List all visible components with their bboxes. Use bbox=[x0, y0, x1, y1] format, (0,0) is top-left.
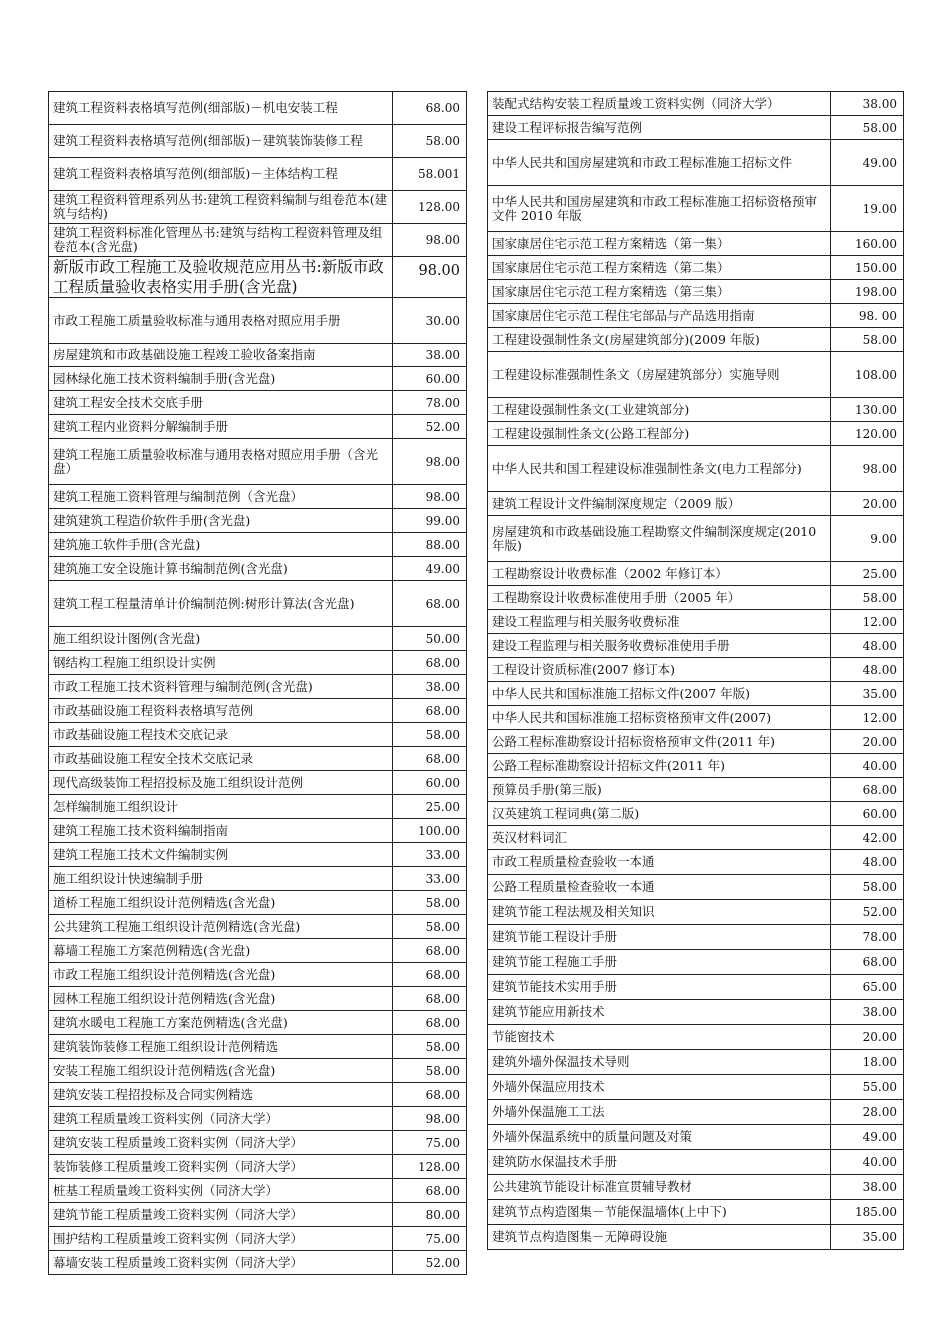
book-row bbox=[49, 1179, 467, 1203]
book-row bbox=[49, 191, 467, 224]
book-row bbox=[488, 492, 904, 516]
book-price: 98. 00 bbox=[831, 304, 904, 328]
book-row bbox=[488, 826, 904, 850]
book-title: 围护结构工程质量竣工资料实例（同济大学） bbox=[49, 1227, 393, 1251]
book-row bbox=[488, 232, 904, 256]
book-row bbox=[49, 257, 467, 298]
book-price: 68.00 bbox=[831, 778, 904, 802]
book-title: 建筑建筑工程造价软件手册(含光盘) bbox=[49, 509, 393, 533]
book-title: 工程勘察设计收费标准使用手册（2005 年） bbox=[488, 586, 831, 610]
book-row bbox=[49, 533, 467, 557]
book-title: 外墙外保温系统中的质量问题及对策 bbox=[488, 1125, 831, 1150]
book-row bbox=[488, 446, 904, 492]
book-price: 100.00 bbox=[393, 819, 467, 843]
book-row bbox=[488, 730, 904, 754]
book-title: 建筑工程安全技术交底手册 bbox=[49, 391, 393, 415]
book-title: 建筑工程施工技术文件编制实例 bbox=[49, 843, 393, 867]
book-price: 33.00 bbox=[393, 843, 467, 867]
book-row bbox=[49, 1227, 467, 1251]
book-row bbox=[49, 92, 467, 125]
book-title: 建筑节能应用新技术 bbox=[488, 1000, 831, 1025]
book-price: 68.00 bbox=[393, 939, 467, 963]
book-title: 中华人民共和国房屋建筑和市政工程标准施工招标资格预审文件 2010 年版 bbox=[488, 186, 831, 232]
book-title: 建筑防水保温技术手册 bbox=[488, 1150, 831, 1175]
book-title: 建筑节能工程设计手册 bbox=[488, 925, 831, 950]
book-row bbox=[488, 398, 904, 422]
book-row bbox=[488, 850, 904, 875]
book-price: 68.00 bbox=[393, 699, 467, 723]
book-title: 工程建设强制性条文(公路工程部分) bbox=[488, 422, 831, 446]
book-row bbox=[49, 1131, 467, 1155]
book-price: 78.00 bbox=[831, 925, 904, 950]
book-row bbox=[488, 1100, 904, 1125]
book-price: 160.00 bbox=[831, 232, 904, 256]
book-price: 38.00 bbox=[393, 344, 467, 367]
book-row bbox=[49, 723, 467, 747]
book-title: 园林工程施工组织设计范例精选(含光盘) bbox=[49, 987, 393, 1011]
book-price: 58.00 bbox=[831, 116, 904, 140]
book-price: 58.00 bbox=[393, 915, 467, 939]
book-row bbox=[488, 754, 904, 778]
book-price: 12.00 bbox=[831, 706, 904, 730]
book-price: 38.00 bbox=[831, 1175, 904, 1200]
book-title: 公路工程标准勘察设计招标文件(2011 年) bbox=[488, 754, 831, 778]
book-row bbox=[49, 344, 467, 367]
book-row bbox=[49, 1011, 467, 1035]
book-price: 28.00 bbox=[831, 1100, 904, 1125]
book-row bbox=[49, 1083, 467, 1107]
book-price: 20.00 bbox=[831, 1025, 904, 1050]
book-title: 市政基础设施工程资料表格填写范例 bbox=[49, 699, 393, 723]
book-title: 国家康居住宅示范工程方案精选（第一集） bbox=[488, 232, 831, 256]
book-title: 工程勘察设计收费标准（2002 年修订本） bbox=[488, 562, 831, 586]
book-row bbox=[49, 627, 467, 651]
book-price: 75.00 bbox=[393, 1227, 467, 1251]
book-price: 58.00 bbox=[831, 328, 904, 352]
book-title: 建筑工程资料管理系列丛书:建筑工程资料编制与组卷范本(建筑与结构) bbox=[49, 191, 393, 224]
book-title: 预算员手册(第三版) bbox=[488, 778, 831, 802]
book-row bbox=[49, 939, 467, 963]
book-row bbox=[488, 352, 904, 398]
book-price: 68.00 bbox=[393, 581, 467, 627]
book-title: 建筑水暖电工程施工方案范例精选(含光盘) bbox=[49, 1011, 393, 1035]
book-row bbox=[488, 778, 904, 802]
book-row bbox=[488, 975, 904, 1000]
book-price: 9.00 bbox=[831, 516, 904, 562]
book-row bbox=[488, 950, 904, 975]
book-row bbox=[488, 116, 904, 140]
book-price: 50.00 bbox=[393, 627, 467, 651]
book-title: 建筑工程内业资料分解编制手册 bbox=[49, 415, 393, 439]
book-row bbox=[49, 819, 467, 843]
book-title: 建筑工程资料表格填写范例(细部版)－主体结构工程 bbox=[49, 158, 393, 191]
book-price: 58.00 bbox=[393, 125, 467, 158]
book-row bbox=[488, 304, 904, 328]
book-price: 128.00 bbox=[393, 191, 467, 224]
book-title: 市政工程质量检查验收一本通 bbox=[488, 850, 831, 875]
book-price: 68.00 bbox=[393, 1179, 467, 1203]
book-row bbox=[488, 706, 904, 730]
book-row bbox=[49, 391, 467, 415]
book-title: 建筑工程质量竣工资料实例（同济大学） bbox=[49, 1107, 393, 1131]
book-row bbox=[488, 422, 904, 446]
book-price: 49.00 bbox=[831, 140, 904, 186]
book-price: 40.00 bbox=[831, 1150, 904, 1175]
book-title: 建筑工程设计文件编制深度规定（2009 版） bbox=[488, 492, 831, 516]
book-price: 55.00 bbox=[831, 1075, 904, 1100]
book-row bbox=[488, 1025, 904, 1050]
book-title: 建设工程监理与相关服务收费标准使用手册 bbox=[488, 634, 831, 658]
book-row bbox=[49, 795, 467, 819]
book-row bbox=[49, 843, 467, 867]
book-row bbox=[49, 987, 467, 1011]
book-title: 施工组织设计快速编制手册 bbox=[49, 867, 393, 891]
book-row bbox=[488, 682, 904, 706]
book-title: 外墙外保温应用技术 bbox=[488, 1075, 831, 1100]
book-title: 建筑工程施工技术资料编制指南 bbox=[49, 819, 393, 843]
book-row bbox=[49, 699, 467, 723]
book-row bbox=[49, 963, 467, 987]
book-price: 19.00 bbox=[831, 186, 904, 232]
book-price: 150.00 bbox=[831, 256, 904, 280]
book-title: 工程建设强制性条文(工业建筑部分) bbox=[488, 398, 831, 422]
book-title: 国家康居住宅示范工程方案精选（第三集） bbox=[488, 280, 831, 304]
book-price: 30.00 bbox=[393, 298, 467, 344]
book-row bbox=[49, 1035, 467, 1059]
book-price: 58.00 bbox=[393, 1035, 467, 1059]
book-row bbox=[49, 1107, 467, 1131]
book-row bbox=[488, 140, 904, 186]
book-title: 英汉材料词汇 bbox=[488, 826, 831, 850]
right-book-price-table bbox=[487, 91, 904, 1250]
book-title: 桩基工程质量竣工资料实例（同济大学） bbox=[49, 1179, 393, 1203]
book-title: 市政基础设施工程技术交底记录 bbox=[49, 723, 393, 747]
book-row bbox=[488, 875, 904, 900]
book-title: 国家康居住宅示范工程方案精选（第二集） bbox=[488, 256, 831, 280]
book-price: 128.00 bbox=[393, 1155, 467, 1179]
book-row bbox=[49, 509, 467, 533]
book-title: 现代高级装饰工程招投标及施工组织设计范例 bbox=[49, 771, 393, 795]
book-price: 35.00 bbox=[831, 682, 904, 706]
book-row bbox=[488, 1000, 904, 1025]
book-price: 98.00 bbox=[393, 485, 467, 509]
book-row bbox=[49, 915, 467, 939]
left-book-price-table bbox=[48, 91, 467, 1275]
book-title: 公路工程标准勘察设计招标资格预审文件(2011 年) bbox=[488, 730, 831, 754]
book-title: 工程建设强制性条文(房屋建筑部分)(2009 年版) bbox=[488, 328, 831, 352]
book-title: 建筑工程施工资料管理与编制范例（含光盘） bbox=[49, 485, 393, 509]
book-price: 68.00 bbox=[393, 1011, 467, 1035]
book-price: 49.00 bbox=[393, 557, 467, 581]
book-row bbox=[488, 1175, 904, 1200]
book-row bbox=[488, 562, 904, 586]
book-price: 98.00 bbox=[393, 439, 467, 485]
book-price: 48.00 bbox=[831, 634, 904, 658]
book-price: 33.00 bbox=[393, 867, 467, 891]
book-row bbox=[49, 224, 467, 257]
book-price: 198.00 bbox=[831, 280, 904, 304]
book-price: 98.00 bbox=[393, 224, 467, 257]
book-title: 汉英建筑工程词典(第二版) bbox=[488, 802, 831, 826]
book-price: 25.00 bbox=[393, 795, 467, 819]
book-title: 安装工程施工组织设计范例精选(含光盘) bbox=[49, 1059, 393, 1083]
book-price: 60.00 bbox=[393, 367, 467, 391]
book-price: 68.00 bbox=[393, 1083, 467, 1107]
book-title: 建筑节点构造图集－节能保温墙体(上中下) bbox=[488, 1200, 831, 1225]
book-row bbox=[488, 1125, 904, 1150]
book-title: 建筑节能技术实用手册 bbox=[488, 975, 831, 1000]
book-title: 建筑施工安全设施计算书编制范例(含光盘) bbox=[49, 557, 393, 581]
book-title: 建筑安装工程招投标及合同实例精选 bbox=[49, 1083, 393, 1107]
book-price: 68.00 bbox=[831, 950, 904, 975]
book-row bbox=[49, 158, 467, 191]
book-row bbox=[488, 92, 904, 116]
book-row bbox=[488, 1225, 904, 1250]
book-title: 市政工程施工质量验收标准与通用表格对照应用手册 bbox=[49, 298, 393, 344]
book-row bbox=[488, 658, 904, 682]
book-row bbox=[488, 1150, 904, 1175]
book-title: 新版市政工程施工及验收规范应用丛书:新版市政工程质量验收表格实用手册(含光盘) bbox=[49, 257, 393, 298]
book-row bbox=[49, 771, 467, 795]
book-title: 道桥工程施工组织设计范例精选(含光盘) bbox=[49, 891, 393, 915]
book-price: 58.00 bbox=[393, 891, 467, 915]
book-row bbox=[49, 651, 467, 675]
book-price: 49.00 bbox=[831, 1125, 904, 1150]
book-title: 施工组织设计图例(含光盘) bbox=[49, 627, 393, 651]
book-title: 中华人民共和国房屋建筑和市政工程标准施工招标文件 bbox=[488, 140, 831, 186]
book-row bbox=[488, 280, 904, 304]
book-price: 98.00 bbox=[393, 257, 467, 298]
book-price: 52.00 bbox=[393, 415, 467, 439]
book-title: 市政基础设施工程安全技术交底记录 bbox=[49, 747, 393, 771]
book-row bbox=[488, 1050, 904, 1075]
book-row bbox=[488, 256, 904, 280]
book-price: 18.00 bbox=[831, 1050, 904, 1075]
book-title: 国家康居住宅示范工程住宅部品与产品选用指南 bbox=[488, 304, 831, 328]
book-title: 建筑工程资料标准化管理丛书:建筑与结构工程资料管理及组卷范本(含光盘) bbox=[49, 224, 393, 257]
book-price: 98.00 bbox=[393, 1107, 467, 1131]
book-title: 园林绿化施工技术资料编制手册(含光盘) bbox=[49, 367, 393, 391]
book-title: 装饰装修工程质量竣工资料实例（同济大学） bbox=[49, 1155, 393, 1179]
book-title: 工程设计资质标准(2007 修订本) bbox=[488, 658, 831, 682]
book-title: 建筑工程资料表格填写范例(细部版)－建筑装饰装修工程 bbox=[49, 125, 393, 158]
book-price: 68.00 bbox=[393, 651, 467, 675]
book-row bbox=[49, 557, 467, 581]
book-title: 建筑工程资料表格填写范例(细部版)－机电安装工程 bbox=[49, 92, 393, 125]
book-price: 38.00 bbox=[831, 92, 904, 116]
book-row bbox=[488, 586, 904, 610]
book-title: 外墙外保温施工工法 bbox=[488, 1100, 831, 1125]
book-price: 25.00 bbox=[831, 562, 904, 586]
book-row bbox=[49, 485, 467, 509]
book-title: 建筑工程工程量清单计价编制范例:树形计算法(含光盘) bbox=[49, 581, 393, 627]
book-title: 工程建设标准强制性条文（房屋建筑部分）实施导则 bbox=[488, 352, 831, 398]
book-row bbox=[49, 1251, 467, 1275]
book-title: 公共建筑工程施工组织设计范例精选(含光盘) bbox=[49, 915, 393, 939]
book-price: 60.00 bbox=[831, 802, 904, 826]
book-title: 公共建筑节能设计标准宣贯辅导教材 bbox=[488, 1175, 831, 1200]
book-row bbox=[49, 125, 467, 158]
book-row bbox=[49, 1155, 467, 1179]
book-title: 建筑节点构造图集－无障碍设施 bbox=[488, 1225, 831, 1250]
book-price: 108.00 bbox=[831, 352, 904, 398]
book-price: 185.00 bbox=[831, 1200, 904, 1225]
book-title: 建筑安装工程质量竣工资料实例（同济大学） bbox=[49, 1131, 393, 1155]
book-row bbox=[49, 367, 467, 391]
book-price: 52.00 bbox=[393, 1251, 467, 1275]
book-title: 建筑节能工程施工手册 bbox=[488, 950, 831, 975]
book-title: 钢结构工程施工组织设计实例 bbox=[49, 651, 393, 675]
book-title: 建筑施工软件手册(含光盘) bbox=[49, 533, 393, 557]
book-price: 58.00 bbox=[393, 723, 467, 747]
book-row bbox=[488, 186, 904, 232]
book-title: 中华人民共和国工程建设标准强制性条文(电力工程部分) bbox=[488, 446, 831, 492]
book-title: 市政工程施工技术资料管理与编制范例(含光盘) bbox=[49, 675, 393, 699]
book-price: 12.00 bbox=[831, 610, 904, 634]
book-title: 建筑节能工程法规及相关知识 bbox=[488, 900, 831, 925]
book-row bbox=[49, 867, 467, 891]
book-price: 65.00 bbox=[831, 975, 904, 1000]
book-price: 68.00 bbox=[393, 963, 467, 987]
book-price: 58.00 bbox=[831, 875, 904, 900]
book-title: 房屋建筑和市政基础设施工程竣工验收备案指南 bbox=[49, 344, 393, 367]
book-price: 42.00 bbox=[831, 826, 904, 850]
book-row bbox=[49, 581, 467, 627]
book-price: 60.00 bbox=[393, 771, 467, 795]
book-title: 幕墙安装工程质量竣工资料实例（同济大学） bbox=[49, 1251, 393, 1275]
book-title: 中华人民共和国标准施工招标资格预审文件(2007) bbox=[488, 706, 831, 730]
book-title: 装配式结构安装工程质量竣工资料实例（同济大学） bbox=[488, 92, 831, 116]
book-title: 怎样编制施工组织设计 bbox=[49, 795, 393, 819]
book-row bbox=[49, 675, 467, 699]
book-price: 88.00 bbox=[393, 533, 467, 557]
book-price: 58.001 bbox=[393, 158, 467, 191]
book-title: 公路工程质量检查验收一本通 bbox=[488, 875, 831, 900]
book-price: 20.00 bbox=[831, 492, 904, 516]
book-title: 建筑外墙外保温技术导则 bbox=[488, 1050, 831, 1075]
book-row bbox=[49, 1059, 467, 1083]
book-price: 52.00 bbox=[831, 900, 904, 925]
book-title: 幕墙工程施工方案范例精选(含光盘) bbox=[49, 939, 393, 963]
book-row bbox=[488, 516, 904, 562]
book-price: 78.00 bbox=[393, 391, 467, 415]
book-row bbox=[49, 439, 467, 485]
book-title: 市政工程施工组织设计范例精选(含光盘) bbox=[49, 963, 393, 987]
book-title: 节能窗技术 bbox=[488, 1025, 831, 1050]
book-price: 130.00 bbox=[831, 398, 904, 422]
book-price: 20.00 bbox=[831, 730, 904, 754]
book-title: 建筑节能工程质量竣工资料实例（同济大学） bbox=[49, 1203, 393, 1227]
book-price: 80.00 bbox=[393, 1203, 467, 1227]
book-row bbox=[488, 328, 904, 352]
book-title: 建筑装饰装修工程施工组织设计范例精选 bbox=[49, 1035, 393, 1059]
book-row bbox=[49, 891, 467, 915]
book-price: 98.00 bbox=[831, 446, 904, 492]
book-title: 建设工程评标报告编写范例 bbox=[488, 116, 831, 140]
book-price: 68.00 bbox=[393, 747, 467, 771]
book-title: 房屋建筑和市政基础设施工程勘察文件编制深度规定(2010 年版) bbox=[488, 516, 831, 562]
book-row bbox=[488, 925, 904, 950]
book-price: 58.00 bbox=[831, 586, 904, 610]
book-price: 48.00 bbox=[831, 850, 904, 875]
book-row bbox=[488, 900, 904, 925]
book-price: 99.00 bbox=[393, 509, 467, 533]
book-price: 38.00 bbox=[393, 675, 467, 699]
book-row bbox=[488, 1200, 904, 1225]
book-price: 68.00 bbox=[393, 92, 467, 125]
book-price: 58.00 bbox=[393, 1059, 467, 1083]
book-row bbox=[488, 802, 904, 826]
book-row bbox=[49, 747, 467, 771]
book-price: 120.00 bbox=[831, 422, 904, 446]
book-row bbox=[49, 415, 467, 439]
book-title: 建筑工程施工质量验收标准与通用表格对照应用手册（含光盘） bbox=[49, 439, 393, 485]
book-price: 75.00 bbox=[393, 1131, 467, 1155]
book-title: 建设工程监理与相关服务收费标准 bbox=[488, 610, 831, 634]
book-row bbox=[488, 634, 904, 658]
book-row bbox=[49, 298, 467, 344]
book-title: 中华人民共和国标准施工招标文件(2007 年版) bbox=[488, 682, 831, 706]
book-row bbox=[488, 1075, 904, 1100]
book-row bbox=[488, 610, 904, 634]
book-price: 38.00 bbox=[831, 1000, 904, 1025]
book-price: 40.00 bbox=[831, 754, 904, 778]
book-price: 68.00 bbox=[393, 987, 467, 1011]
book-price: 35.00 bbox=[831, 1225, 904, 1250]
book-row bbox=[49, 1203, 467, 1227]
book-price: 48.00 bbox=[831, 658, 904, 682]
